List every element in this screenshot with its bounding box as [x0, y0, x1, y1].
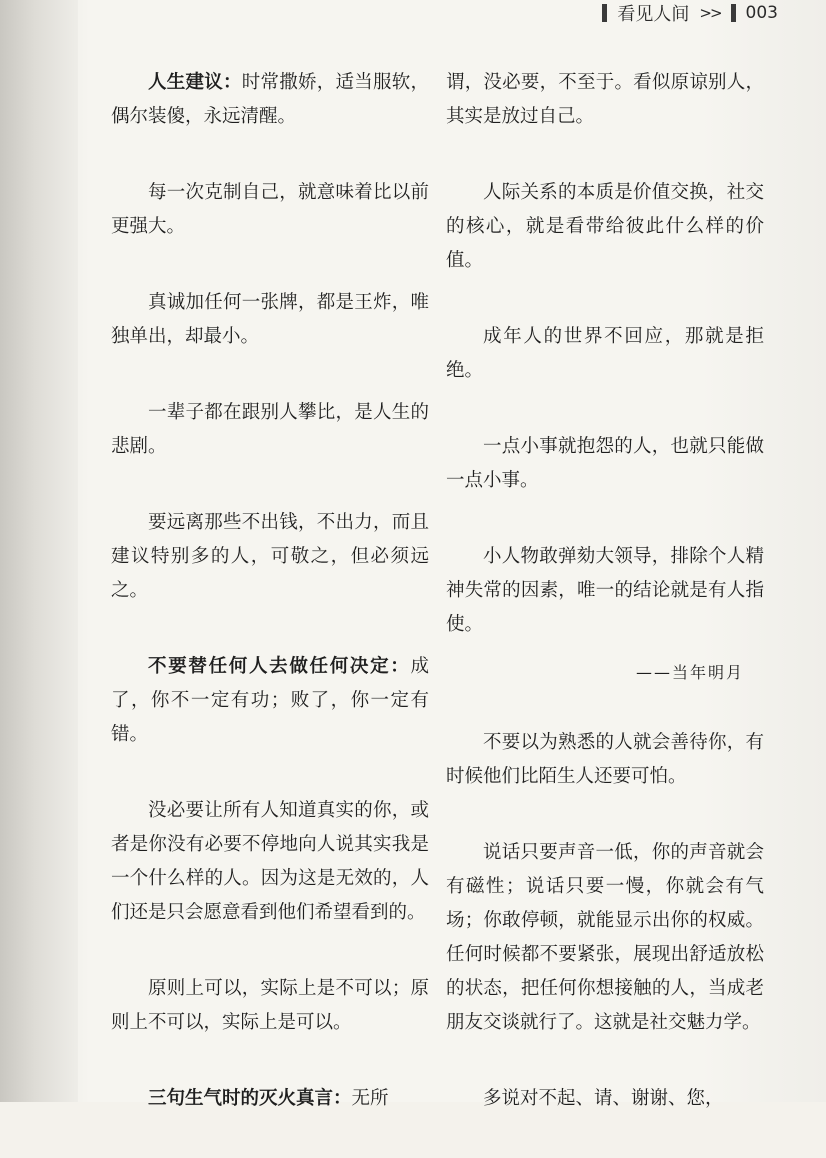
- quote-text: 没必要让所有人知道真实的你，或者是你没有必要不停地向人说其实我是一个什么样的人。因为这是无效的，人们还是只会愿意看到他们希望看到的。: [111, 800, 429, 923]
- quote-paragraph: [111, 396, 429, 464]
- page-number: 003: [745, 3, 778, 23]
- quote-text: 人际关系的本质是价值交换，社交的核心，就是看带给彼此什么样的价值。: [446, 182, 764, 271]
- header-bar: [602, 4, 607, 22]
- quote-text: 谓，没必要，不至于。看似原谅别人，其实是放过自己。: [446, 72, 764, 127]
- right-column: [446, 66, 764, 1158]
- quote-paragraph: [111, 286, 429, 354]
- quote-paragraph: [111, 972, 429, 1040]
- quote-paragraph: [111, 794, 429, 930]
- running-header: [602, 0, 778, 26]
- quote-text: 一点小事就抱怨的人，也就只能做一点小事。: [446, 436, 764, 491]
- quote-attribution: ——当年明月: [635, 663, 744, 682]
- quote-text: 小人物敢弹劾大领导，排除个人精神失常的因素，唯一的结论就是有人指使。: [446, 546, 764, 635]
- quote-paragraph: [446, 430, 764, 498]
- quote-paragraph: [111, 66, 429, 134]
- quote-text: 不要以为熟悉的人就会善待你，有时候他们比陌生人还要可怕。: [446, 732, 764, 787]
- quote-text: 一辈子都在跟别人攀比，是人生的悲剧。: [111, 402, 429, 457]
- quote-paragraph: [111, 176, 429, 244]
- quote-paragraph: [446, 836, 764, 1040]
- quote-text: 无所: [351, 1088, 389, 1109]
- quote-text: 时常撒娇，适当服软，偶尔装傻，永远清醒。: [111, 72, 429, 127]
- quote-paragraph: [446, 66, 764, 134]
- quote-text: 每一次克制自己，就意味着比以前更强大。: [111, 182, 429, 237]
- quote-heading: 不要替任何人去做任何决定：: [148, 656, 411, 677]
- page-gutter: [0, 0, 78, 1102]
- quote-text: 多说对不起、请、谢谢、您，: [483, 1088, 724, 1109]
- quote-text: 说话只要声音一低，你的声音就会有磁性；说话只要一慢，你就会有气场；你敢停顿，就能显示出你的权威。任何时候都不要紧张，展现出舒适放松的状态，把任何你想接触的人，当成老朋友交谈就行了。这就是社交魅力学。: [446, 842, 764, 1033]
- quote-text: 要远离那些不出钱，不出力，而且建议特别多的人，可敬之，但必须远之。: [111, 512, 429, 601]
- quote-text: 成了，你不一定有功；败了，你一定有错。: [111, 656, 429, 745]
- quote-text: 成年人的世界不回应，那就是拒绝。: [446, 326, 764, 381]
- header-section-title: 看见人间: [617, 4, 690, 25]
- quote-paragraph: [446, 1082, 764, 1116]
- quote-paragraph: [111, 650, 429, 752]
- quote-heading: 三句生气时的灭火真言：: [148, 1088, 352, 1109]
- quote-paragraph: [446, 726, 764, 794]
- quote-paragraph: [446, 320, 764, 388]
- left-column: [111, 66, 429, 1158]
- quote-text: 真诚加任何一张牌，都是王炸，唯独单出，却最小。: [111, 292, 429, 347]
- quote-paragraph: [446, 176, 764, 278]
- quote-heading: 人生建议：: [148, 72, 242, 93]
- header-bar: [731, 4, 736, 22]
- quote-paragraph: [111, 506, 429, 608]
- quote-paragraph: [111, 1082, 429, 1116]
- chevron-right-icon: >>: [699, 4, 721, 22]
- quote-paragraph: [446, 540, 764, 642]
- quote-text: 原则上可以，实际上是不可以；原则上不可以，实际上是可以。: [111, 978, 429, 1033]
